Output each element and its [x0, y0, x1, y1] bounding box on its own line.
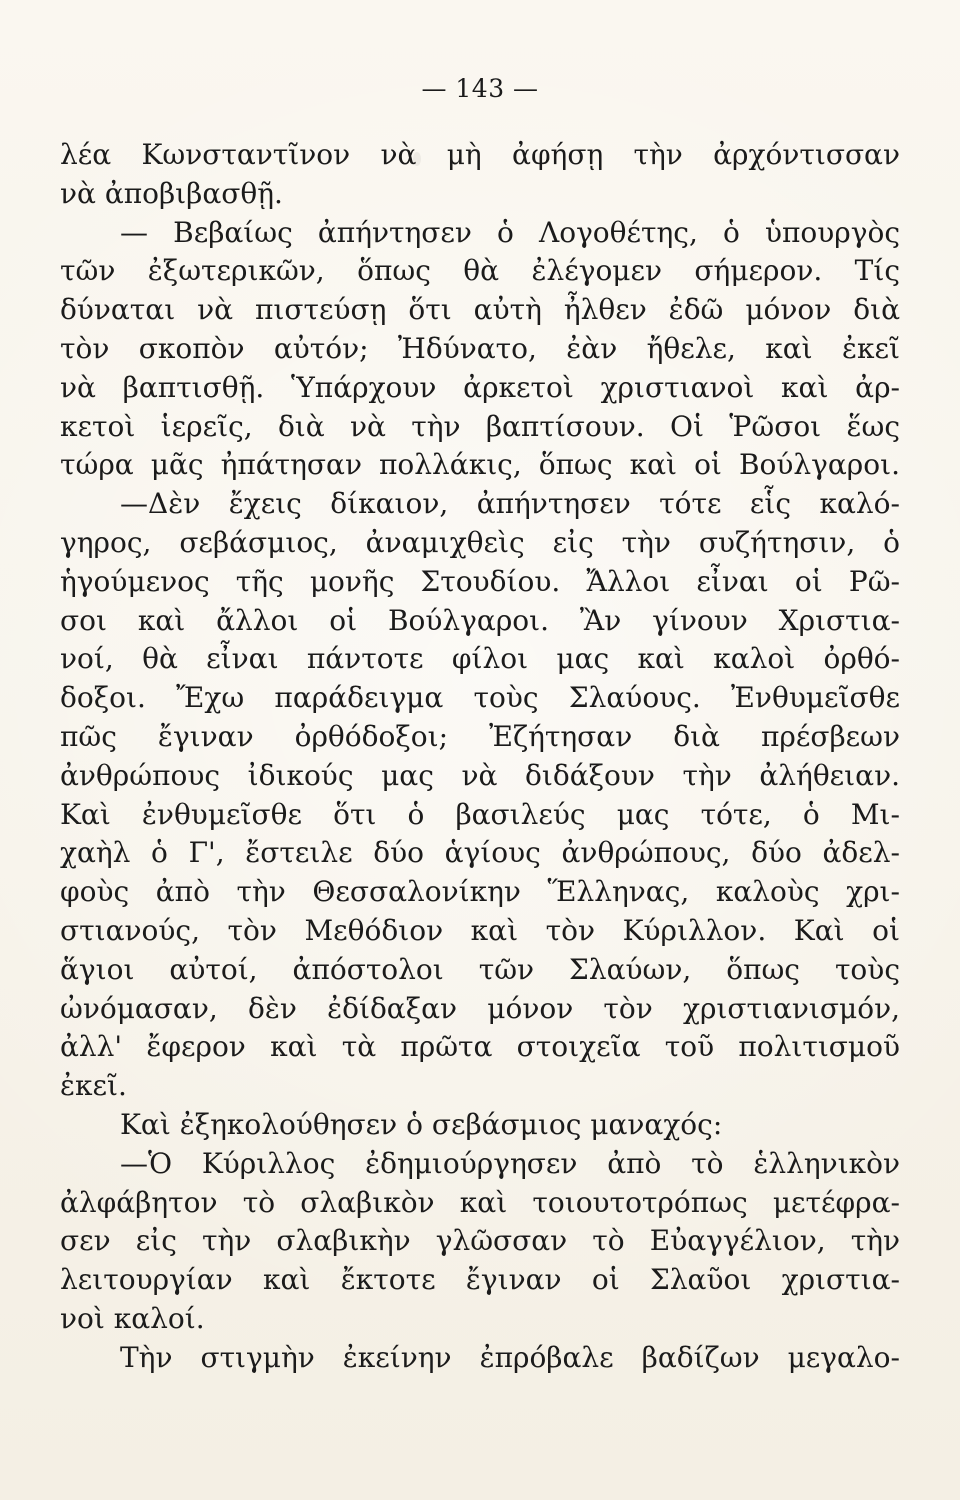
text-line: στιανούς, τὸν Μεθόδιον καὶ τὸν Κύριλλον. Καὶ οἱ [60, 913, 900, 947]
text-line: ὠνόμασαν, δὲν ἐδίδαξαν μόνον τὸν χριστιανισμόν, [60, 991, 900, 1025]
text-line: δύναται νὰ πιστεύσῃ ὅτι αὐτὴ ἦλθεν ἐδῶ μόνον διὰ [60, 293, 900, 327]
text-line: Καὶ ἐξηκολούθησεν ὁ σεβάσμιος μαναχός: [120, 1107, 723, 1141]
text-line: χαὴλ ὁ Γ', ἔστειλε δύο ἁγίους ἀνθρώπους, δύο ἀδελ- [60, 836, 900, 870]
text-line: δοξοι. Ἔχω παράδειγμα τοὺς Σλαύους. Ἐνθυμεῖσθε [60, 681, 900, 715]
text-line: ἅγιοι αὐτοί, ἀπόστολοι τῶν Σλαύων, ὅπως τοὺς [60, 952, 900, 986]
text-line: νὰ βαπτισθῇ. Ὑπάρχουν ἀρκετοὶ χριστιανοὶ καὶ ἀρ- [60, 370, 900, 404]
text-line: —Δὲν ἔχεις δίκαιον, ἀπήντησεν τότε εἷς καλό- [120, 487, 900, 521]
text-line: Τὴν στιγμὴν ἐκείνην ἐπρόβαλε βαδίζων μεγαλο- [120, 1340, 900, 1374]
text-line: γηρος, σεβάσμιος, ἀναμιχθεὶς εἰς τὴν συζήτησιν, ὁ [60, 525, 900, 559]
text-line: σεν εἰς τὴν σλαβικὴν γλῶσσαν τὸ Εὐαγγέλιον, τὴν [60, 1224, 900, 1258]
text-line: τὸν σκοπὸν αὐτόν; Ἠδύνατο, ἐὰν ἤθελε, καὶ ἐκεῖ [60, 331, 900, 365]
text-line: κετοὶ ἱερεῖς, διὰ νὰ τὴν βαπτίσουν. Οἱ Ῥῶσοι ἕως [60, 409, 900, 443]
text-line: πῶς ἔγιναν ὀρθόδοξοι; Ἐζήτησαν διὰ πρέσβεων [60, 719, 900, 753]
text-line: —Ὁ Κύριλλος ἐδημιούργησεν ἀπὸ τὸ ἑλληνικὸν [120, 1146, 900, 1180]
text-line: νοί, θὰ εἶναι πάντοτε φίλοι μας καὶ καλοὶ ὀρθό- [60, 642, 900, 676]
text-line: ἀλφάβητον τὸ σλαβικὸν καὶ τοιουτοτρόπως μετέφρα- [60, 1185, 900, 1219]
text-line: τῶν ἐξωτερικῶν, ὅπως θὰ ἐλέγομεν σήμερον. Τίς [60, 254, 900, 288]
text-line: νὰ ἀποβιβασθῇ. [60, 176, 283, 210]
text-line: νοὶ καλοί. [60, 1301, 205, 1335]
text-line: λειτουργίαν καὶ ἔκτοτε ἔγιναν οἱ Σλαῦοι χριστια- [60, 1263, 900, 1297]
text-line: ἀλλ' ἔφερον καὶ τὰ πρῶτα στοιχεῖα τοῦ πολιτισμοῦ [60, 1030, 900, 1064]
text-line: — Βεβαίως ἀπήντησεν ὁ Λογοθέτης, ὁ ὑπουργὸς [120, 215, 900, 249]
page-number: — 143 — [421, 74, 539, 103]
text-line: ἡγούμενος τῆς μονῆς Στουδίου. Ἄλλοι εἶναι οἱ Ρῶ- [60, 564, 900, 598]
text-line: λέα Κωνσταντῖνον νὰ μὴ ἀφήσῃ τὴν ἀρχόντισσαν [60, 138, 900, 171]
text-line: τώρα μᾶς ἠπάτησαν πολλάκις, ὅπως καὶ οἱ Βούλγαροι. [60, 448, 900, 482]
text-line: σοι καὶ ἄλλοι οἱ Βούλγαροι. Ἂν γίνουν Χριστια- [60, 603, 900, 637]
text-line: ἀνθρώπους ἰδικούς μας νὰ διδάξουν τὴν ἀλήθειαν. [60, 758, 900, 792]
body-text [60, 136, 900, 1378]
text-line: φοὺς ἀπὸ τὴν Θεσσαλονίκην Ἕλληνας, καλοὺς χρι- [60, 875, 900, 909]
text-line: ἐκεῖ. [60, 1069, 127, 1103]
text-line: Καὶ ἐνθυμεῖσθε ὅτι ὁ βασιλεύς μας τότε, ὁ Μι- [60, 797, 900, 831]
